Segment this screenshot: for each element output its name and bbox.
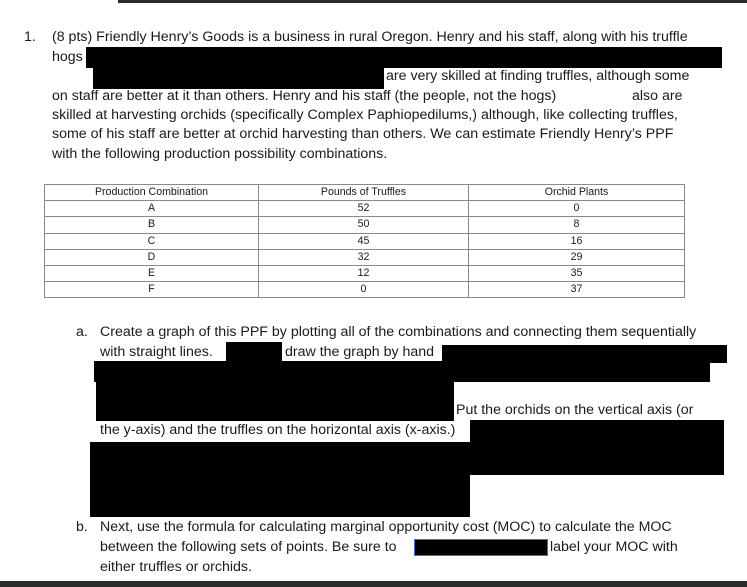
table-cell: 12 [259, 266, 469, 282]
table-row [45, 282, 685, 298]
table-cell: 8 [469, 217, 685, 233]
question-number: 1. [24, 29, 36, 45]
table-cell: C [45, 233, 259, 249]
header-pounds-of-truffles: Pounds of Truffles [259, 185, 469, 201]
question-line-2: hogs [52, 49, 83, 65]
table-cell: A [45, 201, 259, 217]
part-a-line-3: Put the orchids on the vertical axis (or [456, 402, 694, 418]
table-header-row [45, 185, 685, 201]
redaction-block [93, 66, 384, 89]
part-b-marker: b. [76, 519, 88, 535]
redaction-block [226, 342, 282, 362]
part-a-line-2: with straight lines. [100, 344, 213, 360]
part-b-line-3: either truffles or orchids. [100, 559, 252, 575]
table-row [45, 249, 685, 265]
redaction-block [96, 382, 454, 421]
header-production-combination: Production Combination [45, 185, 259, 201]
redaction-block [94, 361, 710, 382]
part-b-line-1: Next, use the formula for calculating marginal opportunity cost (MOC) to calculate the MOC [100, 519, 672, 535]
ppf-table [44, 184, 685, 298]
question-line-4b: also are [632, 88, 683, 104]
table-cell: 45 [259, 233, 469, 249]
part-b-line-2b: label your MOC with [550, 539, 678, 555]
table-cell: E [45, 266, 259, 282]
part-a-line-2b: draw the graph by hand [285, 344, 435, 360]
part-a-line-4: the y-axis) and the truffles on the horizontal axis (x-axis.) [100, 422, 456, 438]
table-cell: 29 [469, 249, 685, 265]
table-row [45, 217, 685, 233]
redaction-block [470, 420, 724, 475]
table-cell: F [45, 282, 259, 298]
part-a-marker: a. [76, 324, 88, 340]
table-cell: 35 [469, 266, 685, 282]
question-line-4: on staff are better at it than others. Henry and his staff (the people, not the hogs) [52, 88, 557, 104]
bottom-border [0, 581, 747, 587]
header-orchid-plants: Orchid Plants [469, 185, 685, 201]
table-cell: B [45, 217, 259, 233]
question-line-1: (8 pts) Friendly Henry’s Goods is a business in rural Oregon. Henry and his staff, along with his truffle [52, 29, 688, 45]
question-line-6: some of his staff are better at orchid harvesting than others. We can estimate Friendly Henry’s PPF [52, 126, 674, 142]
table-cell: 52 [259, 201, 469, 217]
table-row [45, 266, 685, 282]
table-cell: 0 [469, 201, 685, 217]
part-b-line-2: between the following sets of points. Be sure to [100, 539, 397, 555]
table-cell: 0 [259, 282, 469, 298]
redaction-block [90, 442, 470, 517]
table-row [45, 233, 685, 249]
top-border [118, 0, 747, 3]
question-line-7: with the following production possibility combinations. [52, 146, 388, 162]
redaction-block [414, 539, 548, 556]
table-cell: 50 [259, 217, 469, 233]
redaction-block [86, 47, 722, 68]
part-a-line-1: Create a graph of this PPF by plotting all of the combinations and connecting them sequentially [100, 324, 697, 340]
table-cell: D [45, 249, 259, 265]
table-cell: 32 [259, 249, 469, 265]
table-cell: 37 [469, 282, 685, 298]
table-cell: 16 [469, 233, 685, 249]
question-line-3: are very skilled at finding truffles, although some [386, 68, 690, 84]
question-line-5: skilled at harvesting orchids (specifically Complex Paphiopedilums,) although, like collecting truffles, [52, 107, 678, 123]
table-row [45, 201, 685, 217]
